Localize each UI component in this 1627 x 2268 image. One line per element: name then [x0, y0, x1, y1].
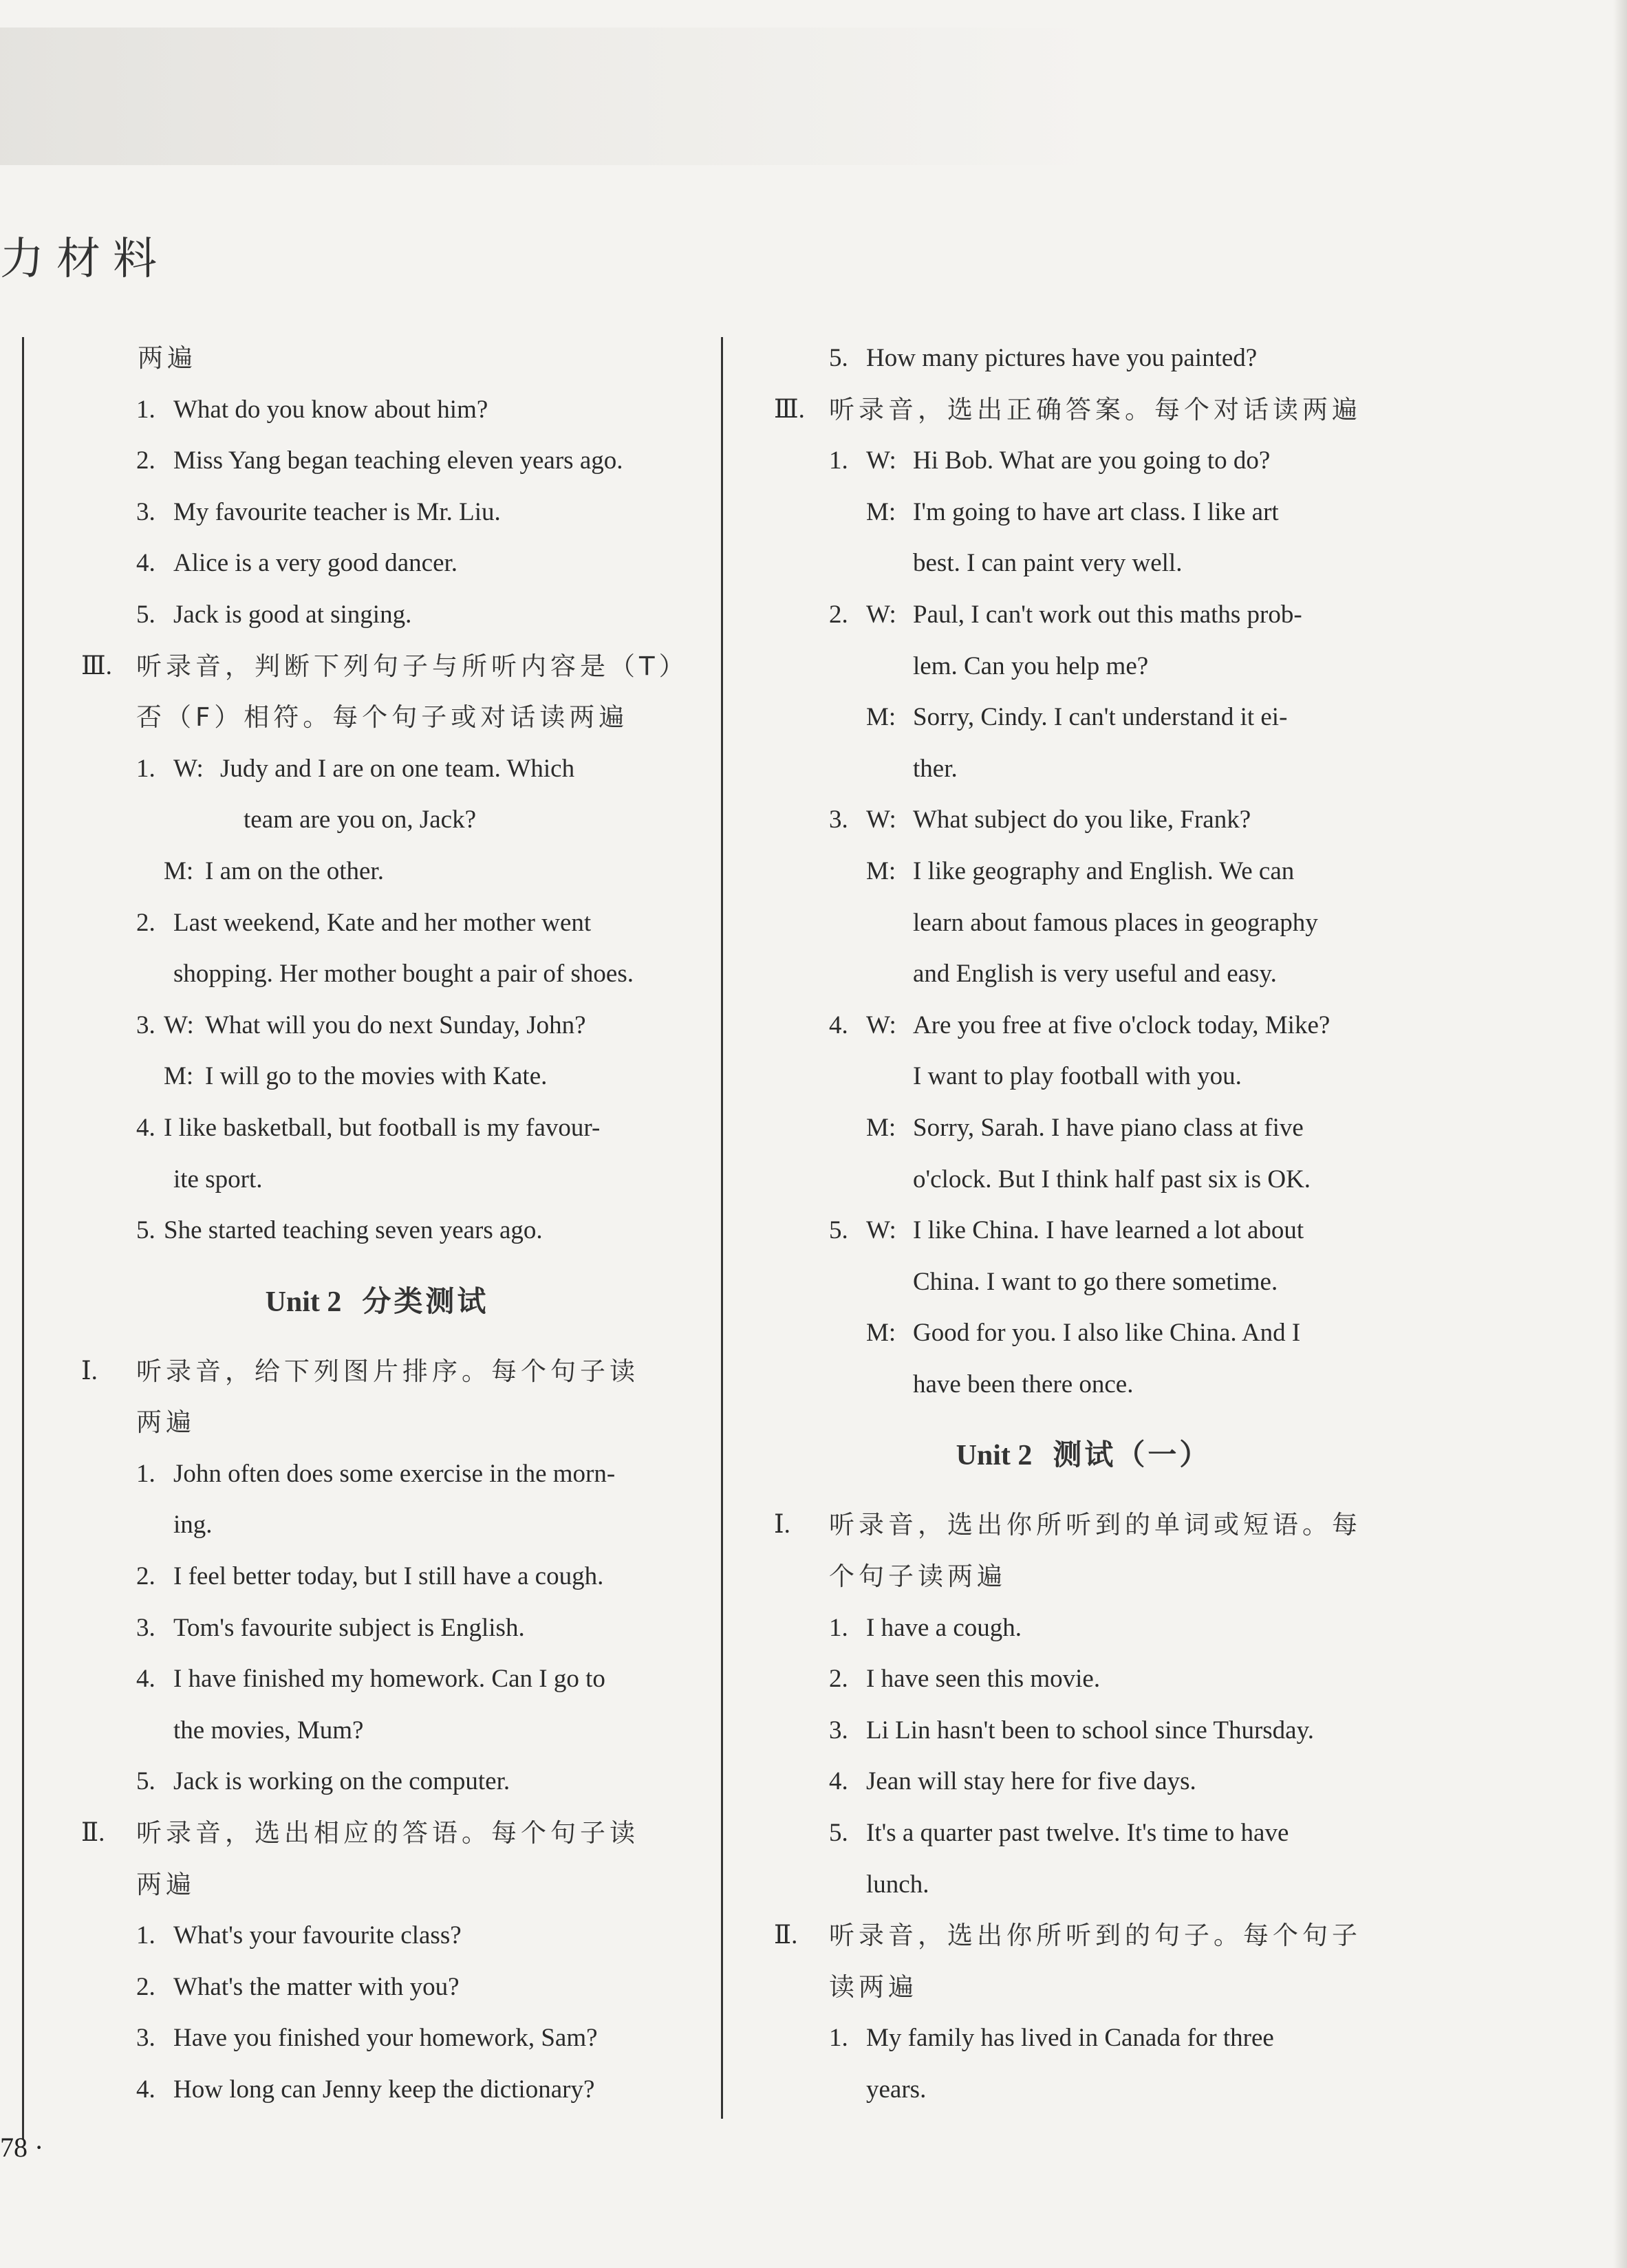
dialog-line-cont: o'clock. But I think half past six is OK. [913, 1165, 1311, 1194]
page-number: 78 · [0, 2132, 44, 2163]
list-item: 1. John often does some exercise in the morn- [136, 1459, 616, 1488]
dialog-line-cont: best. I can paint very well. [913, 549, 1183, 578]
dialog-line: 4. W: Are you free at five o'clock today, Mike? [829, 1011, 1330, 1039]
list-item: 1. What do you know about him? [136, 395, 488, 424]
list-item: 2. I have seen this movie. [829, 1665, 1101, 1694]
unit-title: Unit 2 分类测试 [265, 1284, 489, 1318]
section-heading-cont: 个句子读两遍 [829, 1562, 1006, 1592]
section-heading-cont: 读两遍 [829, 1972, 918, 2002]
list-item: 2. Last weekend, Kate and her mother went [136, 908, 592, 937]
dialog-line: 3. W: What subject do you like, Frank? [829, 806, 1251, 834]
list-item-cont: the movies, Mum? [173, 1716, 364, 1745]
dialog-line: M: Good for you. I also like China. And I [866, 1319, 1301, 1348]
section-heading: Ⅱ. 听录音，选出相应的答语。每个句子读 [81, 1818, 639, 1848]
dialog-line: M: Sorry, Cindy. I can't understand it ei- [866, 703, 1288, 732]
section-heading-cont: 否（F）相符。每个句子或对话读两遍 [136, 702, 629, 733]
section-heading-cont: 两遍 [136, 1869, 195, 1899]
list-item: 3. Have you finished your homework, Sam? [136, 2024, 598, 2053]
list-item: 1. My family has lived in Canada for three [829, 2024, 1274, 2053]
dialog-line: 1. W: Hi Bob. What are you going to do? [829, 446, 1271, 475]
section-heading: Ⅱ. 听录音，选出你所听到的句子。每个句子 [774, 1921, 1361, 1951]
list-item: 3. Li Lin hasn't been to school since Thursday. [829, 1716, 1314, 1745]
dialog-line-cont: team are you on, Jack? [244, 806, 476, 834]
dialog-line: 5. W: I like China. I have learned a lot about [829, 1216, 1304, 1245]
margin-rule [22, 337, 24, 2139]
continued-line: 两遍 [138, 343, 197, 373]
dialog-line: M: Sorry, Sarah. I have piano class at five [866, 1113, 1304, 1142]
dialog-line: M: I'm going to have art class. I like art [866, 497, 1279, 526]
list-item: 5. It's a quarter past twelve. It's time to have [829, 1819, 1289, 1848]
list-item: 2. Miss Yang began teaching eleven years ago. [136, 446, 623, 475]
dialog-line: 3. W: What will you do next Sunday, John? [136, 1011, 586, 1039]
dialog-line-cont: China. I want to go there sometime. [913, 1267, 1278, 1296]
page-edge-shadow [1613, 0, 1627, 2268]
section-heading: Ⅲ. 听录音，判断下列句子与所听内容是（T） [81, 651, 689, 681]
list-item: 5. She started teaching seven years ago. [136, 1216, 543, 1245]
list-item-cont: shopping. Her mother bought a pair of shoes. [173, 960, 634, 989]
list-item-cont: years. [866, 2075, 927, 2104]
dialog-line: 1. W: Judy and I are on one team. Which [136, 754, 575, 783]
list-item: 5. Jack is good at singing. [136, 600, 412, 629]
list-item: 4. Alice is a very good dancer. [136, 549, 458, 578]
dialog-line-cont: have been there once. [913, 1370, 1134, 1398]
dialog-line: 2. W: Paul, I can't work out this maths prob- [829, 600, 1302, 629]
dialog-line: M: I am on the other. [164, 856, 384, 885]
list-item: 4. Jean will stay here for five days. [829, 1767, 1196, 1796]
list-item-cont: lunch. [866, 1870, 929, 1899]
dialog-line-cont: ther. [913, 754, 958, 783]
header-band [0, 28, 1101, 165]
left-column [81, 333, 689, 2116]
dialog-line: M: I like geography and English. We can [866, 856, 1295, 885]
dialog-line-cont: learn about famous places in geography [913, 908, 1318, 937]
section-heading: Ⅰ. 听录音，给下列图片排序。每个句子读 [81, 1356, 639, 1386]
unit-title: Unit 2 测试（一） [956, 1438, 1211, 1472]
list-item: 5. How many pictures have you painted? [829, 344, 1258, 372]
list-item: 2. I feel better today, but I still have a cough. [136, 1562, 604, 1591]
dialog-line-cont: lem. Can you help me? [913, 651, 1149, 680]
section-heading: Ⅲ. 听录音，选出正确答案。每个对话读两遍 [774, 394, 1361, 424]
list-item: 3. My favourite teacher is Mr. Liu. [136, 497, 501, 526]
dialog-line: M: I will go to the movies with Kate. [164, 1062, 548, 1091]
right-column [774, 333, 1393, 2116]
list-item: 1. I have a cough. [829, 1613, 1022, 1642]
section-title: 力材料 [0, 234, 169, 285]
section-heading-cont: 两遍 [136, 1407, 195, 1438]
dialog-line-cont: and English is very useful and easy. [913, 960, 1277, 989]
section-heading: Ⅰ. 听录音，选出你所听到的单词或短语。每 [774, 1510, 1361, 1540]
list-item-cont: ing. [173, 1511, 213, 1540]
list-item: 4. How long can Jenny keep the dictionary? [136, 2075, 595, 2104]
list-item: 2. What's the matter with you? [136, 1972, 460, 2001]
dialog-line-cont: I want to play football with you. [913, 1062, 1242, 1091]
list-item: 4. I have finished my homework. Can I go to [136, 1665, 605, 1694]
list-item: 4. I like basketball, but football is my favour- [136, 1113, 601, 1142]
list-item: 1. What's your favourite class? [136, 1921, 462, 1950]
column-divider [721, 337, 723, 2119]
list-item: 3. Tom's favourite subject is English. [136, 1613, 525, 1642]
list-item: 5. Jack is working on the computer. [136, 1767, 510, 1796]
list-item-cont: ite sport. [173, 1165, 263, 1194]
